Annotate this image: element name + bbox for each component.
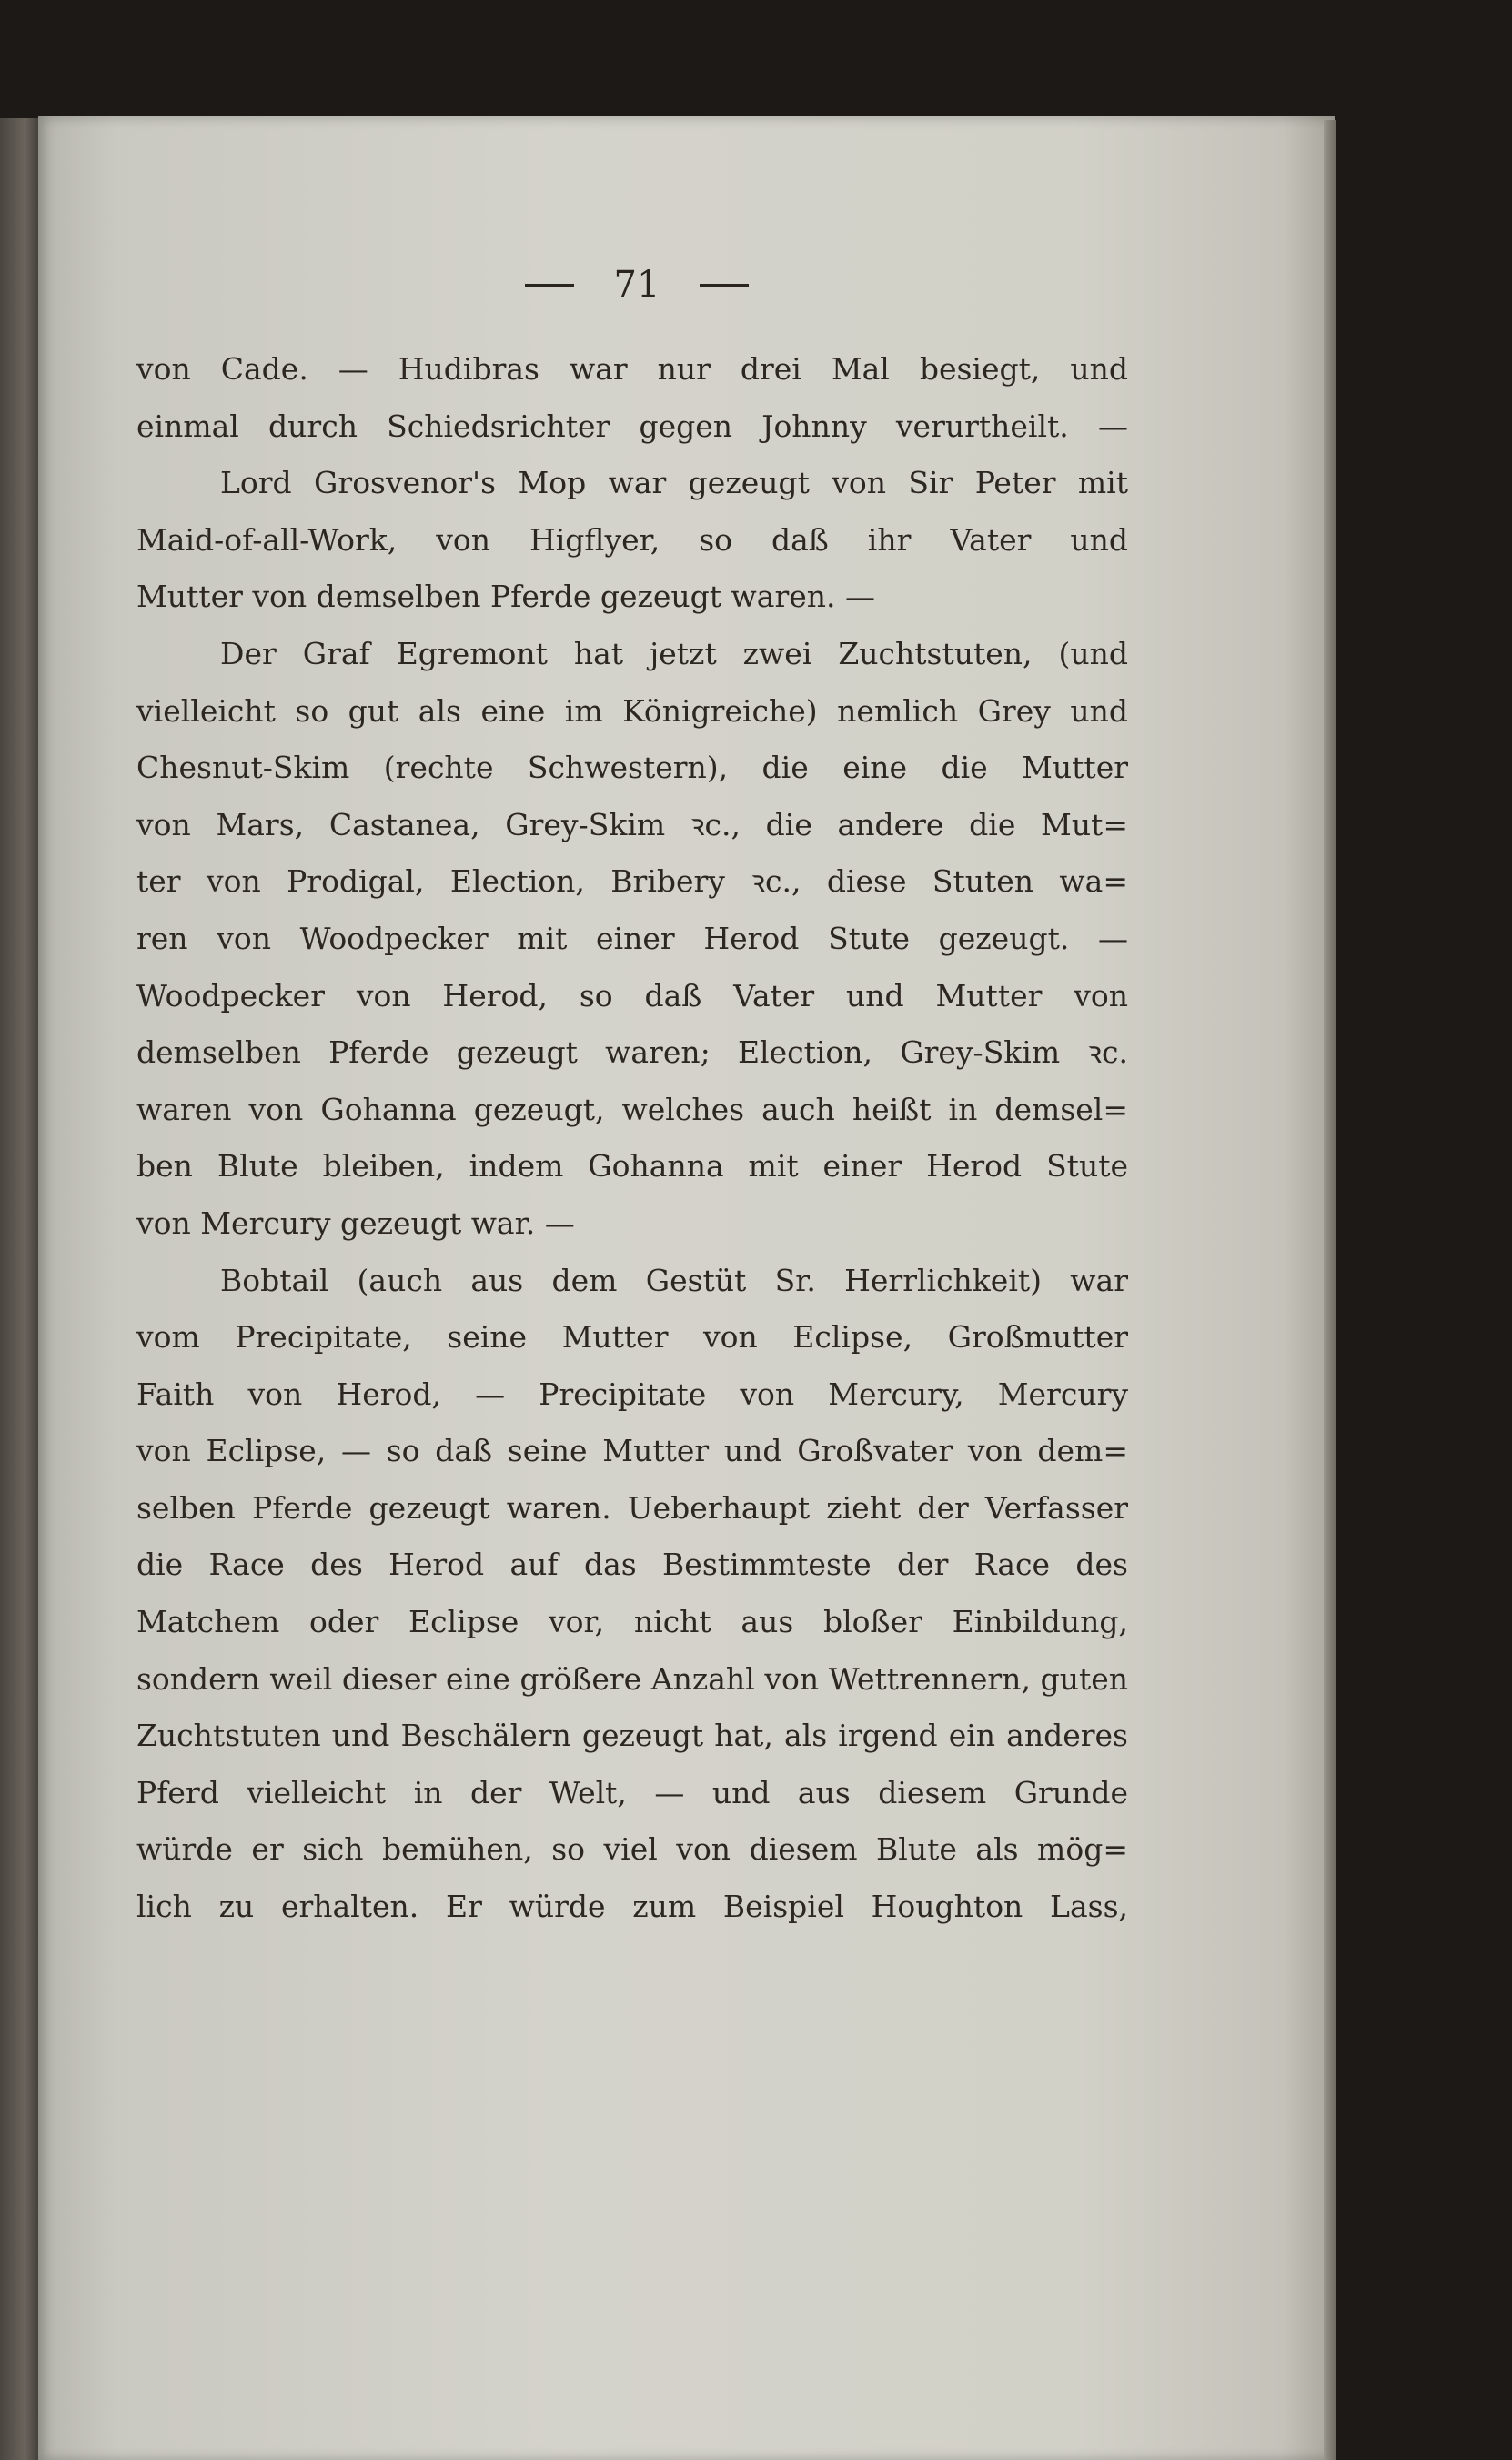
header-dash-right: [700, 284, 749, 287]
text-line: von Mercury gezeugt war. —: [136, 1205, 575, 1241]
text-line: demselben Pferde gezeugt waren; Election, Grey-Skim ꝛc.: [136, 1034, 1128, 1071]
text-line: ben Blute bleiben, indem Gohanna mit einer Herod Stute: [136, 1148, 1128, 1185]
text-line: die Race des Herod auf das Bestimmteste der Race des: [136, 1547, 1128, 1583]
text-line: einmal durch Schiedsrichter gegen Johnny verurtheilt. —: [136, 408, 1128, 444]
text-line: Maid-of-all-Work, von Higflyer, so daß ihr Vater und: [136, 521, 1128, 558]
adjacent-page-edge: [0, 118, 42, 2460]
text-line: Der Graf Egremont hat jetzt zwei Zuchtstuten, (und: [220, 635, 1128, 671]
text-line: selben Pferde gezeugt waren. Ueberhaupt zieht der Verfasser: [136, 1489, 1128, 1526]
page-fore-edge: [1324, 120, 1336, 2460]
page-header: [491, 257, 782, 312]
text-line: von Cade. — Hudibras war nur drei Mal besiegt, und: [136, 351, 1128, 387]
text-line: Bobtail (auch aus dem Gestüt Sr. Herrlichkeit) war: [220, 1262, 1128, 1298]
text-line: ter von Prodigal, Election, Bribery ꝛc., diese Stuten wa=: [136, 863, 1128, 900]
text-line: Mutter von demselben Pferde gezeugt waren. —: [136, 579, 875, 615]
text-line: lich zu erhalten. Er würde zum Beispiel Houghton Lass,: [136, 1889, 1128, 1925]
text-line: Chesnut-Skim (rechte Schwestern), die eine die Mutter: [136, 750, 1128, 786]
body-text: [136, 341, 1128, 1936]
text-line: vielleicht so gut als eine im Königreiche) nemlich Grey und: [136, 692, 1128, 729]
text-line: von Eclipse, — so daß seine Mutter und Großvater von dem=: [136, 1433, 1128, 1469]
text-line: Zuchtstuten und Beschälern gezeugt hat, als irgend ein anderes: [136, 1718, 1128, 1754]
text-line: waren von Gohanna gezeugt, welches auch heißt in demsel=: [136, 1091, 1128, 1127]
text-line: Matchem oder Eclipse vor, nicht aus bloßer Einbildung,: [136, 1604, 1128, 1640]
text-line: vom Precipitate, seine Mutter von Eclipse, Großmutter: [136, 1319, 1128, 1356]
text-line: von Mars, Castanea, Grey-Skim ꝛc., die andere die Mut=: [136, 806, 1128, 842]
text-line: Lord Grosvenor's Mop war gezeugt von Sir Peter mit: [220, 465, 1128, 501]
page-number: 71: [613, 264, 660, 306]
text-line: ren von Woodpecker mit einer Herod Stute gezeugt. —: [136, 920, 1128, 956]
text-line: Woodpecker von Herod, so daß Vater und Mutter von: [136, 977, 1128, 1013]
text-line: würde er sich bemühen, so viel von diesem Blute als mög=: [136, 1831, 1128, 1868]
header-dash-left: [525, 284, 574, 287]
text-line: Pferd vielleicht in der Welt, — und aus diesem Grunde: [136, 1774, 1128, 1810]
text-line: sondern weil dieser eine größere Anzahl von Wettrennern, guten: [136, 1660, 1128, 1697]
text-line: Faith von Herod, — Precipitate von Mercury, Mercury: [136, 1376, 1128, 1412]
